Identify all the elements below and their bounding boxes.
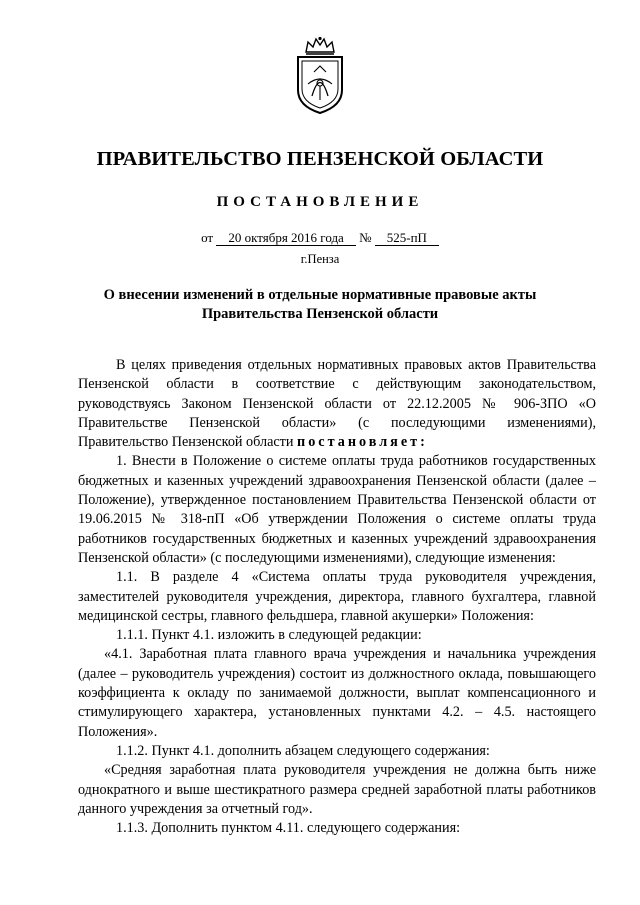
document-date: 20 октября 2016 года [216,231,356,246]
number-prefix: № [359,230,372,245]
document-body [78,356,596,838]
date-prefix: от [201,230,214,245]
body-paragraph: 1.1.1. Пункт 4.1. изложить в следующей редакции: [116,627,422,644]
preamble-paragraph [78,356,596,452]
body-paragraph: 1. Внести в Положение о системе оплаты труда работников государственных бюджетных и казенных учреждений здравоохранения Пензенской области (далее – Положение), утвержденное постановлением Правительства Пензенской области от 19.06.2015 № 318-пП «Об утверждении Положения о системе оплаты труда работников государственных бюджетных и казенных учреждений здравоохранения Пензенской области» (с последующими изменениями), следующие изменения: [78,453,596,566]
coat-of-arms-icon [290,36,350,116]
subject-line: О внесении изменений в отдельные нормативные правовые акты [103,287,537,303]
document-number: 525-пП [375,231,439,246]
organization-title: ПРАВИТЕЛЬСТВО ПЕНЗЕНСКОЙ ОБЛАСТИ [96,148,544,170]
resolves-word: постановляет: [297,434,428,451]
document-subject [90,286,550,324]
document-type: ПОСТАНОВЛЕНИЕ [216,194,424,210]
document-city: г.Пенза [300,252,340,266]
quoted-paragraph: «Средняя заработная плата руководителя учреждения не должна быть ниже однократного и выше шестикратного размера средней заработной платы работников данного учреждения за отчетный год». [78,762,596,817]
preamble-text: В целях приведения отдельных нормативных правовых актов Правительства Пензенской области в соответствие с действующим законодательством, руководствуясь Законом Пензенской области от 22.12.2005 № 906-ЗПО «О Правительстве Пензенской области» (с последующими изменениями), Правительство Пензенской области [78,357,596,451]
quoted-paragraph: «4.1. Заработная плата главного врача учреждения и начальника учреждения (далее – руководитель учреждения) состоит из должностного оклада, повышающего коэффициента к окладу по занимаемой должности, выплат компенсационного и стимулирующего характера, установленных пунктами 4.2. – 4.5. настоящего Положения». [78,646,596,740]
body-paragraph: 1.1. В разделе 4 «Система оплаты труда руководителя учреждения, заместителей руководителя учреждения, директора, главного бухгалтера, главной медицинской сестры, главного фельдшера, главной акушерки» Положения: [78,569,596,624]
body-paragraph: 1.1.3. Дополнить пунктом 4.11. следующего содержания: [116,820,461,837]
subject-line: Правительства Пензенской области [201,306,439,322]
date-number-line [0,230,640,246]
body-paragraph: 1.1.2. Пункт 4.1. дополнить абзацем следующего содержания: [116,742,490,759]
